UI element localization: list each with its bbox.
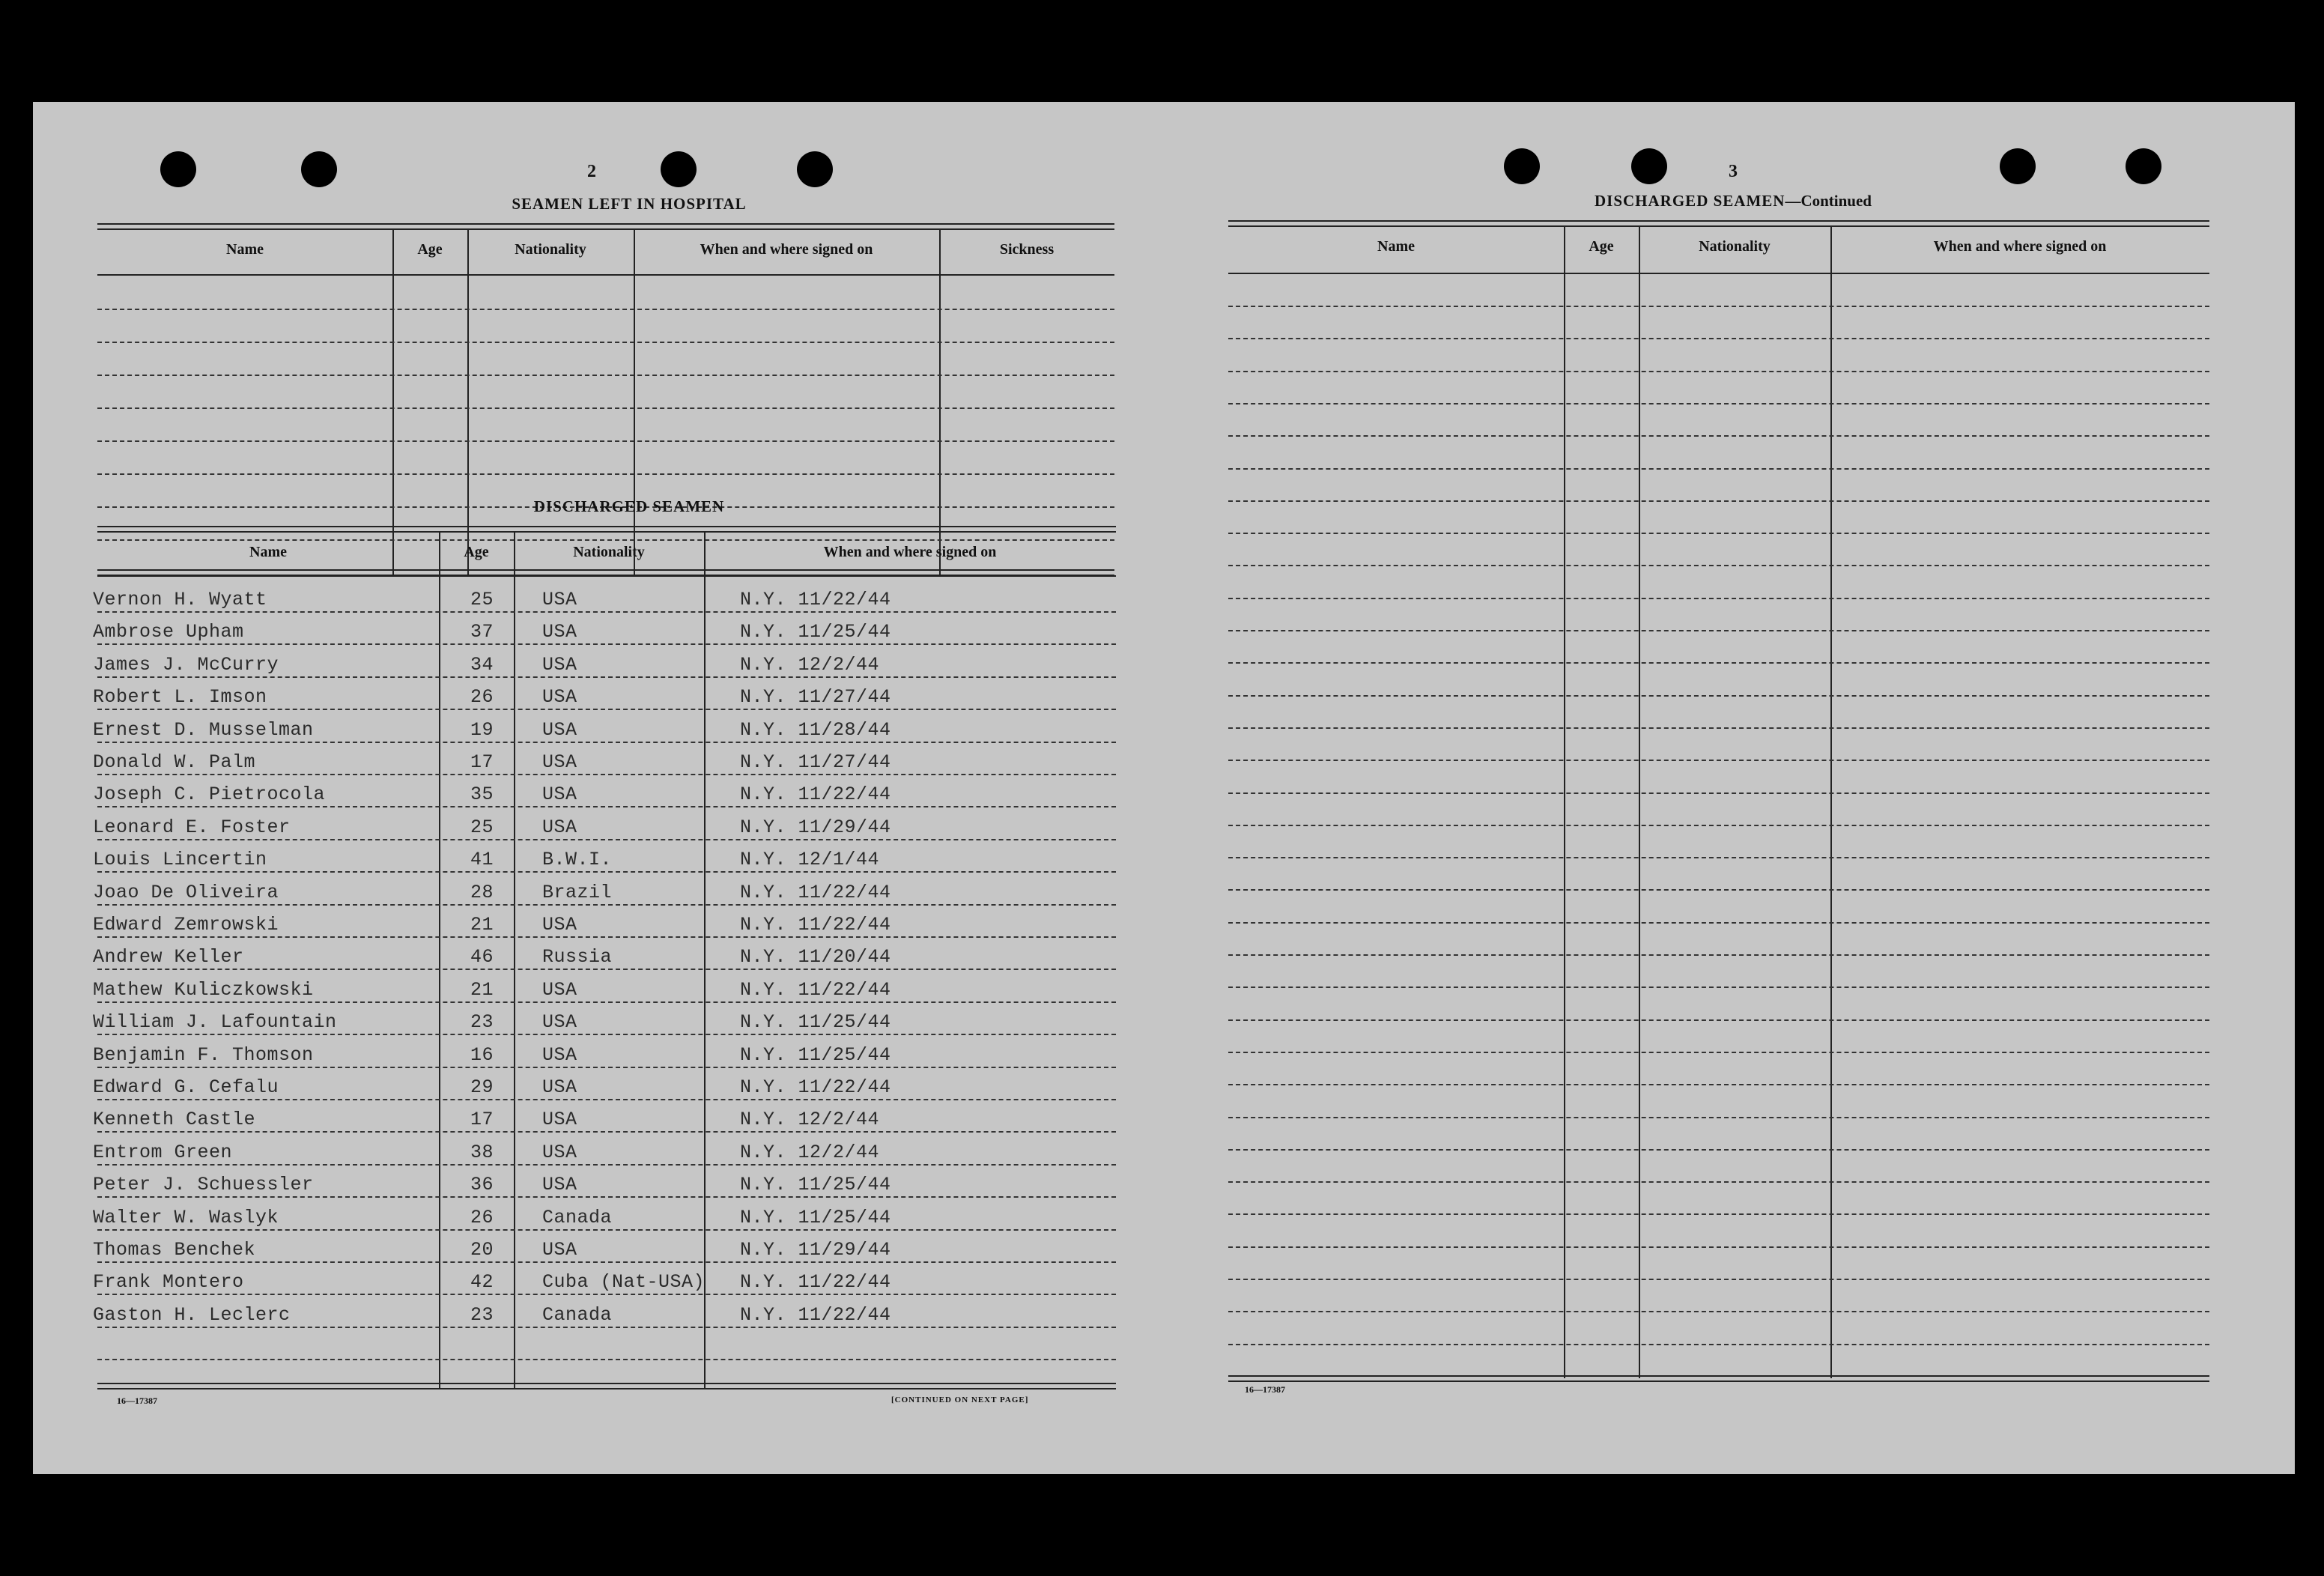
seaman-name: Andrew Keller bbox=[93, 946, 244, 969]
seaman-signed-on: N.Y. 11/22/44 bbox=[740, 1076, 891, 1098]
seaman-age: 35 bbox=[470, 784, 494, 806]
punch-hole bbox=[797, 151, 833, 187]
column-header-nationality: Nationality bbox=[1699, 238, 1771, 255]
column-header-name: Name bbox=[226, 241, 264, 258]
seaman-signed-on: N.Y. 11/20/44 bbox=[740, 946, 891, 969]
seaman-age: 17 bbox=[470, 751, 494, 773]
seaman-nationality: USA bbox=[542, 1109, 577, 1131]
seaman-nationality: USA bbox=[542, 1076, 577, 1098]
seaman-signed-on: N.Y. 11/22/44 bbox=[740, 881, 891, 903]
column-header-name: Name bbox=[1377, 238, 1415, 255]
seaman-nationality: Canada bbox=[542, 1303, 613, 1326]
section-title-discharged-continued bbox=[1441, 192, 2025, 210]
seaman-nationality: USA bbox=[542, 816, 577, 838]
seaman-name: Robert L. Imson bbox=[93, 686, 267, 709]
seaman-name: Gaston H. Leclerc bbox=[93, 1303, 291, 1326]
seaman-nationality: USA bbox=[542, 1141, 577, 1163]
seaman-nationality: USA bbox=[542, 1239, 577, 1261]
seaman-age: 42 bbox=[470, 1271, 494, 1294]
punch-hole bbox=[301, 151, 337, 187]
seaman-signed-on: N.Y. 11/25/44 bbox=[740, 1174, 891, 1196]
punch-hole bbox=[2000, 148, 2036, 184]
seaman-nationality: USA bbox=[542, 653, 577, 676]
seaman-name: Entrom Green bbox=[93, 1141, 233, 1163]
seaman-nationality: Cuba (Nat-USA) bbox=[542, 1271, 706, 1294]
seaman-age: 16 bbox=[470, 1043, 494, 1066]
seaman-name: Vernon H. Wyatt bbox=[93, 589, 267, 610]
seaman-name: James J. McCurry bbox=[93, 653, 279, 676]
seaman-signed-on: N.Y. 12/1/44 bbox=[740, 849, 880, 871]
seaman-name: Mathew Kuliczkowski bbox=[93, 978, 314, 1001]
column-header-age: Age bbox=[464, 544, 489, 560]
title-suffix: —Continued bbox=[1785, 192, 1872, 210]
seaman-nationality: Brazil bbox=[542, 881, 613, 903]
seaman-signed-on: N.Y. 11/22/44 bbox=[740, 784, 891, 806]
seaman-age: 29 bbox=[470, 1076, 494, 1098]
seaman-nationality: USA bbox=[542, 686, 577, 709]
seaman-name: Edward G. Cefalu bbox=[93, 1076, 279, 1098]
seaman-nationality: USA bbox=[542, 1043, 577, 1066]
seaman-age: 41 bbox=[470, 849, 494, 871]
seaman-age: 25 bbox=[470, 589, 494, 610]
seaman-signed-on: N.Y. 11/27/44 bbox=[740, 751, 891, 773]
seaman-name: Thomas Benchek bbox=[93, 1239, 256, 1261]
seaman-age: 26 bbox=[470, 1206, 494, 1228]
seaman-nationality: USA bbox=[542, 784, 577, 806]
seaman-signed-on: N.Y. 11/22/44 bbox=[740, 978, 891, 1001]
seaman-signed-on: N.Y. 11/29/44 bbox=[740, 1239, 891, 1261]
seaman-age: 46 bbox=[470, 946, 494, 969]
column-header-nationality: Nationality bbox=[515, 241, 586, 258]
column-header-nationality: Nationality bbox=[573, 544, 645, 560]
seaman-signed-on: N.Y. 11/29/44 bbox=[740, 816, 891, 838]
seaman-age: 38 bbox=[470, 1141, 494, 1163]
seaman-age: 26 bbox=[470, 686, 494, 709]
punch-hole bbox=[2126, 148, 2161, 184]
seaman-name: Donald W. Palm bbox=[93, 751, 256, 773]
seaman-age: 37 bbox=[470, 621, 494, 643]
seaman-name: Joseph C. Pietrocola bbox=[93, 784, 326, 806]
column-header-age: Age bbox=[417, 241, 443, 258]
seaman-signed-on: N.Y. 11/22/44 bbox=[740, 1303, 891, 1326]
seaman-signed-on: N.Y. 12/2/44 bbox=[740, 653, 880, 676]
seaman-name: Edward Zemrowski bbox=[93, 914, 279, 936]
punch-hole bbox=[1504, 148, 1540, 184]
seaman-age: 21 bbox=[470, 914, 494, 936]
seaman-name: Joao De Oliveira bbox=[93, 881, 279, 903]
seaman-nationality: USA bbox=[542, 751, 577, 773]
section-title-discharged: DISCHARGED SEAMEN bbox=[533, 497, 725, 515]
seaman-name: Peter J. Schuessler bbox=[93, 1174, 314, 1196]
seaman-age: 25 bbox=[470, 816, 494, 838]
page-number: 3 bbox=[1729, 162, 1738, 181]
seaman-signed-on: N.Y. 11/27/44 bbox=[740, 686, 891, 709]
seaman-nationality: Canada bbox=[542, 1206, 613, 1228]
seaman-nationality: USA bbox=[542, 1011, 577, 1034]
seaman-age: 21 bbox=[470, 978, 494, 1001]
punch-hole bbox=[661, 151, 697, 187]
seaman-name: William J. Lafountain bbox=[93, 1011, 337, 1034]
punch-hole bbox=[160, 151, 196, 187]
seaman-name: Louis Lincertin bbox=[93, 849, 267, 871]
seaman-name: Frank Montero bbox=[93, 1271, 244, 1294]
seaman-name: Walter W. Waslyk bbox=[93, 1206, 279, 1228]
seaman-name: Leonard E. Foster bbox=[93, 816, 291, 838]
seaman-nationality: Russia bbox=[542, 946, 613, 969]
seaman-nationality: USA bbox=[542, 718, 577, 741]
seaman-name: Ernest D. Musselman bbox=[93, 718, 314, 741]
seaman-signed-on: N.Y. 11/25/44 bbox=[740, 1011, 891, 1034]
seaman-nationality: USA bbox=[542, 621, 577, 643]
seaman-signed-on: N.Y. 11/25/44 bbox=[740, 1043, 891, 1066]
seaman-nationality: B.W.I. bbox=[542, 849, 613, 871]
seaman-signed-on: N.Y. 11/25/44 bbox=[740, 621, 891, 643]
column-header-name: Name bbox=[249, 544, 287, 560]
seaman-signed-on: N.Y. 11/25/44 bbox=[740, 1206, 891, 1228]
seaman-name: Benjamin F. Thomson bbox=[93, 1043, 314, 1066]
seaman-nationality: USA bbox=[542, 1174, 577, 1196]
seaman-age: 23 bbox=[470, 1303, 494, 1326]
seaman-age: 20 bbox=[470, 1239, 494, 1261]
column-header-sickness: Sickness bbox=[999, 241, 1055, 258]
seaman-age: 36 bbox=[470, 1174, 494, 1196]
seaman-name: Ambrose Upham bbox=[93, 621, 244, 643]
seaman-signed-on: N.Y. 12/2/44 bbox=[740, 1109, 880, 1131]
column-header-signed-on: When and where signed on bbox=[823, 544, 997, 560]
continued-note: [CONTINUED ON NEXT PAGE] bbox=[891, 1395, 1029, 1404]
punch-hole bbox=[1631, 148, 1667, 184]
title-main: DISCHARGED SEAMEN bbox=[1595, 192, 1786, 210]
seaman-nationality: USA bbox=[542, 589, 577, 610]
seaman-age: 23 bbox=[470, 1011, 494, 1034]
seaman-signed-on: N.Y. 11/28/44 bbox=[740, 718, 891, 741]
seaman-signed-on: N.Y. 11/22/44 bbox=[740, 1271, 891, 1294]
seaman-age: 19 bbox=[470, 718, 494, 741]
column-header-signed-on: When and where signed on bbox=[700, 241, 873, 258]
seaman-age: 28 bbox=[470, 881, 494, 903]
seaman-name: Kenneth Castle bbox=[93, 1109, 256, 1131]
page-number: 2 bbox=[587, 162, 596, 181]
form-number: 16—17387 bbox=[117, 1395, 157, 1406]
seaman-signed-on: N.Y. 11/22/44 bbox=[740, 914, 891, 936]
seaman-age: 17 bbox=[470, 1109, 494, 1131]
seaman-signed-on: N.Y. 12/2/44 bbox=[740, 1141, 880, 1163]
seaman-age: 34 bbox=[470, 653, 494, 676]
form-sheet bbox=[33, 102, 2295, 1474]
section-title-hospital: SEAMEN LEFT IN HOSPITAL bbox=[512, 195, 747, 213]
seaman-nationality: USA bbox=[542, 914, 577, 936]
seaman-signed-on: N.Y. 11/22/44 bbox=[740, 589, 891, 610]
column-header-age: Age bbox=[1589, 238, 1614, 255]
column-header-signed-on: When and where signed on bbox=[1933, 238, 2107, 255]
form-number: 16—17387 bbox=[1245, 1384, 1285, 1395]
seaman-nationality: USA bbox=[542, 978, 577, 1001]
